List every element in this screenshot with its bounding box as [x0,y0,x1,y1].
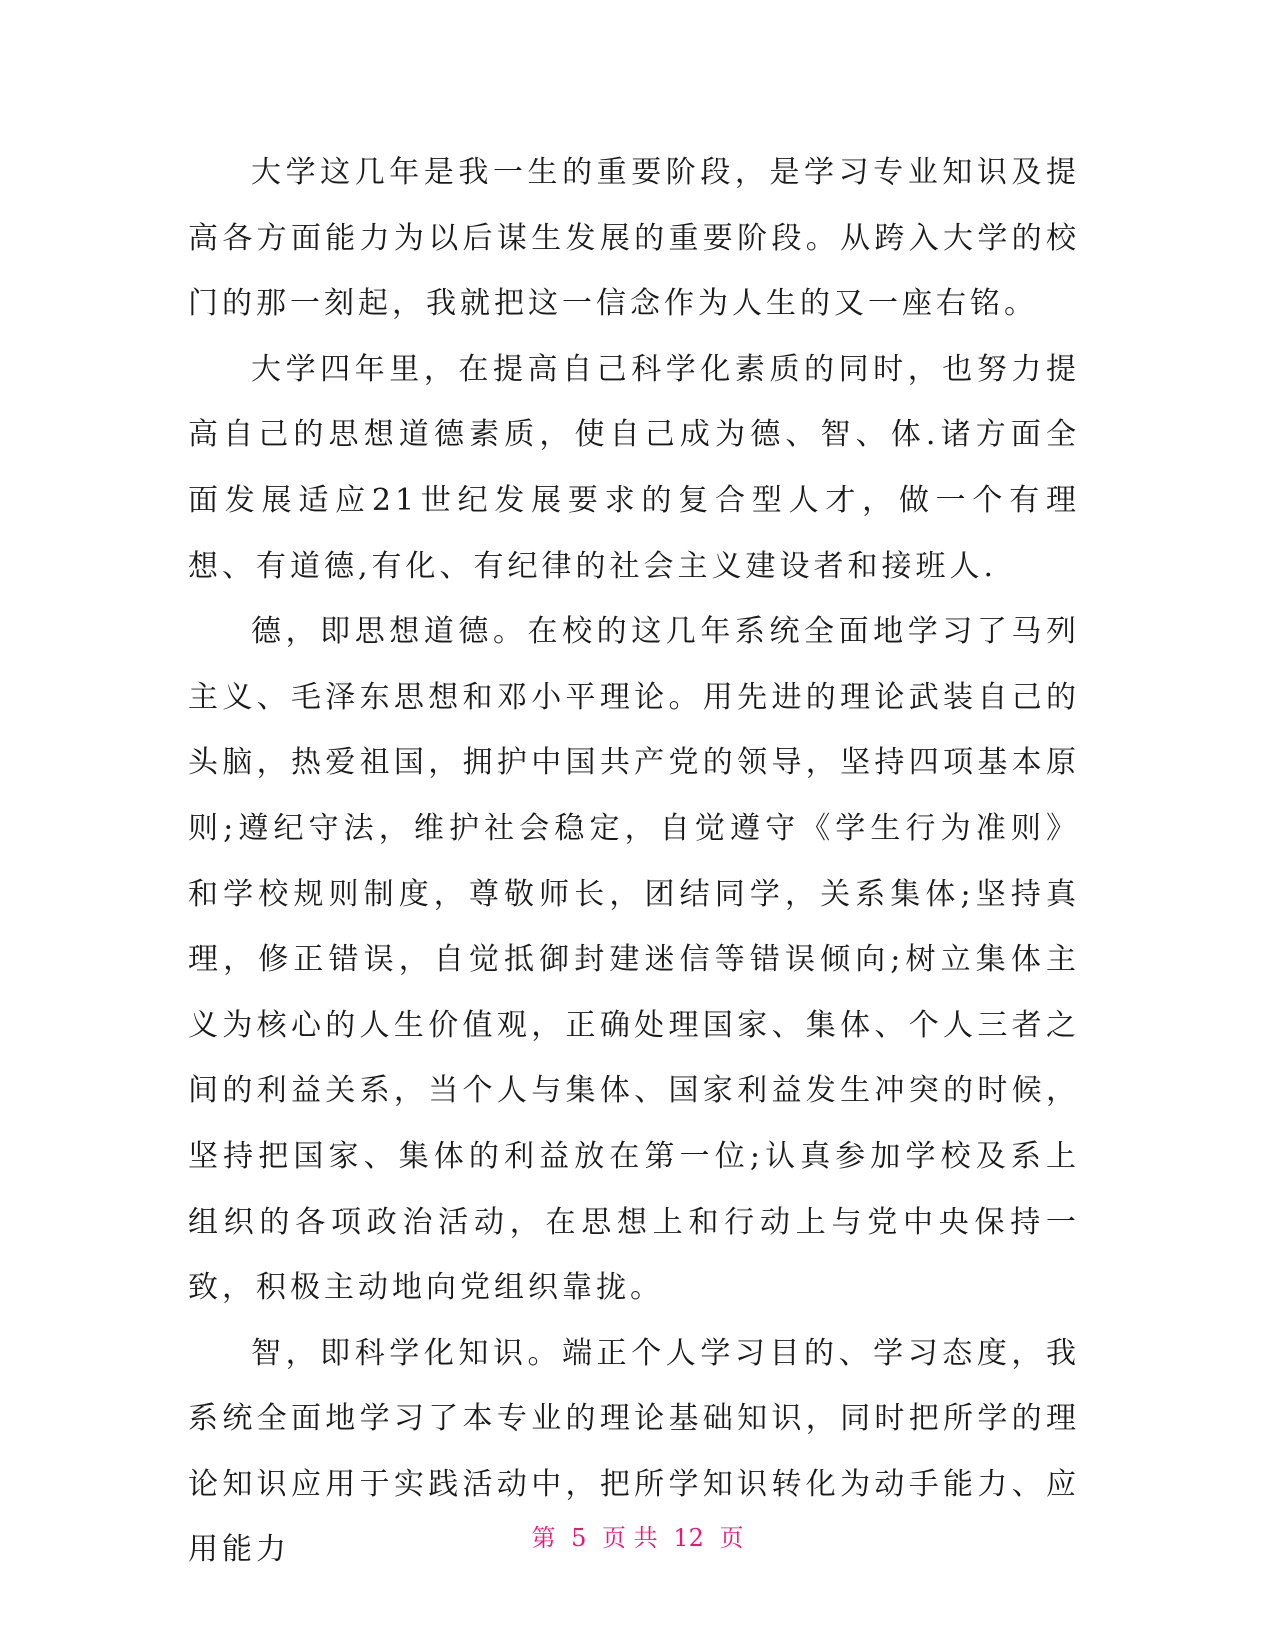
footer-suffix: 页 [719,1524,744,1552]
paragraph-four-years: 大学四年里，在提高自己科学化素质的同时，也努力提高自己的思想道德素质，使自己成为德、智、体.诸方面全面发展适应21世纪发展要求的复合型人才，做一个有理想、有道德,有化、有纪律的社会主义建设者和接班人. [188,351,1080,584]
page-number-footer [0,1523,1275,1553]
footer-middle: 页 共 [602,1524,658,1552]
total-page-count: 12 [673,1524,704,1552]
document-body [188,140,1080,1583]
footer-prefix: 第 [531,1524,556,1552]
paragraph-morality: 德，即思想道德。在校的这几年系统全面地学习了马列主义、毛泽东思想和邓小平理论。用先进的理论武装自己的头脑，热爱祖国，拥护中国共产党的领导，坚持四项基本原则;遵纪守法，维护社会稳定，自觉遵守《学生行为准则》和学校规则制度，尊敬师长，团结同学，关系集体;坚持真理，修正错误，自觉抵御封建迷信等错误倾向;树立集体主义为核心的人生价值观，正确处理国家、集体、个人三者之间的利益关系，当个人与集体、国家利益发生冲突的时候，坚持把国家、集体的利益放在第一位;认真参加学校及系上组织的各项政治活动，在思想上和行动上与党中央保持一致，积极主动地向党组织靠拢。 [188,614,1080,1306]
paragraph-knowledge: 智，即科学化知识。端正个人学习目的、学习态度，我系统全面地学习了本专业的理论基础知识，同时把所学的理论知识应用于实践活动中，把所学知识转化为动手能力、应用能力 [188,1335,1080,1568]
current-page-number: 5 [571,1524,587,1552]
paragraph-intro: 大学这几年是我一生的重要阶段，是学习专业知识及提高各方面能力为以后谋生发展的重要阶段。从跨入大学的校门的那一刻起，我就把这一信念作为人生的又一座右铭。 [188,155,1080,322]
